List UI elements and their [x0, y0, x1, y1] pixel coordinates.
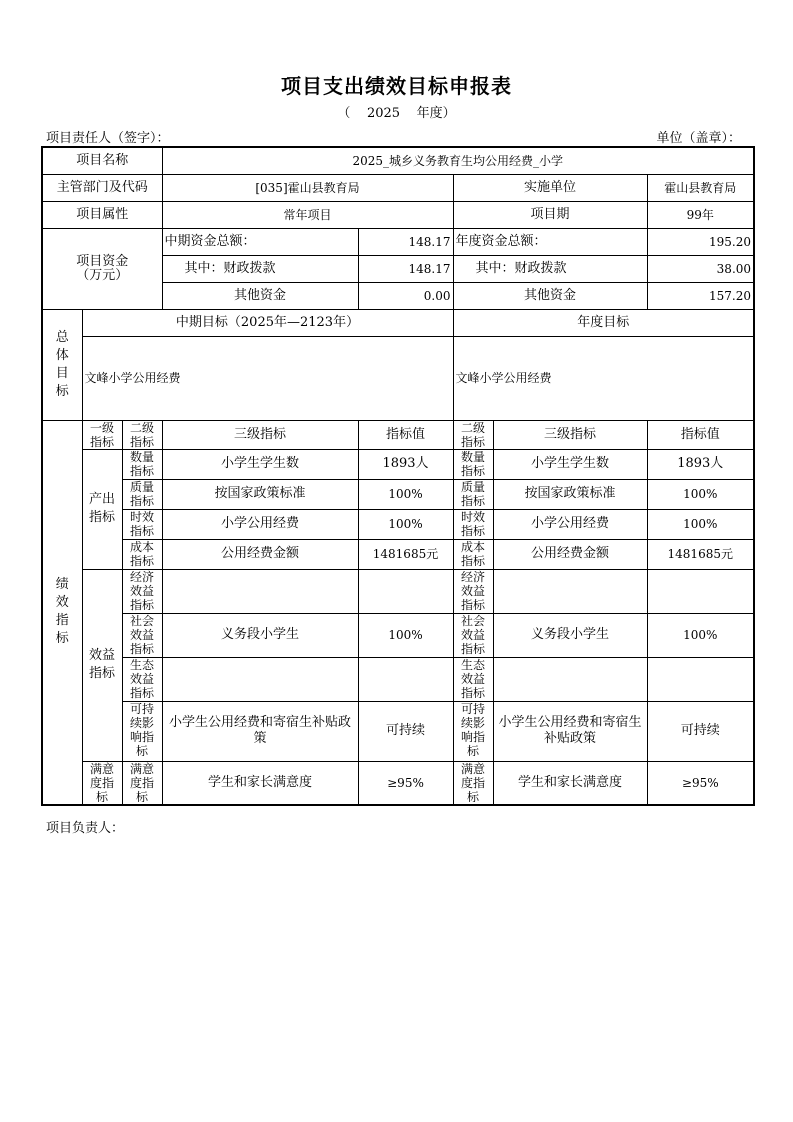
attr-label: 项目属性 [42, 201, 162, 228]
mid-fiscal-label: 其中：财政拨款 [162, 255, 358, 282]
year-total-label: 年度资金总额： [453, 228, 647, 255]
year-open-paren: （ [337, 106, 351, 121]
period-value: 99年 [647, 201, 754, 228]
year-other-label: 其他资金 [453, 282, 647, 309]
mid-fiscal-value: 148.17 [358, 255, 453, 282]
row-cost-year-name: 公用经费金额 [493, 539, 647, 569]
row-sustainable-year-name: 小学生公用经费和寄宿生补贴政策 [493, 701, 647, 761]
row-satisfaction-mid-name: 学生和家长满意度 [162, 761, 358, 805]
form-title: 项目支出绩效目标申报表 [281, 74, 512, 98]
row-quality-mid-name: 按国家政策标准 [162, 479, 358, 509]
performance-form-table [41, 146, 755, 806]
row-ecological-level2: 生态效益指标 [122, 657, 162, 701]
row-social-year-value: 100% [647, 613, 754, 657]
row-economic-level2: 经济效益指标 [122, 569, 162, 613]
year-goal-label: 年度目标 [453, 309, 754, 336]
row-quantity-mid-value: 1893人 [358, 449, 453, 479]
row-economic-mid-value [358, 569, 453, 613]
row-quantity-year-name: 小学生学生数 [493, 449, 647, 479]
row-satisfaction-year-name: 学生和家长满意度 [493, 761, 647, 805]
mid-goal-text: 文峰小学公用经费 [82, 336, 453, 420]
row-economic-mid-name [162, 569, 358, 613]
year-fiscal-value: 38.00 [647, 255, 754, 282]
header-level3-mid: 三级指标 [162, 420, 358, 449]
row-quality-year-name: 按国家政策标准 [493, 479, 647, 509]
funds-label-line2: （万元） [76, 267, 129, 283]
row-cost-mid-value: 1481685元 [358, 539, 453, 569]
row-cost-level2: 成本指标 [122, 539, 162, 569]
year-suffix: 年度） [416, 106, 456, 121]
row-social-level2-year: 社会效益指标 [453, 613, 493, 657]
year-goal-text: 文峰小学公用经费 [453, 336, 754, 420]
attr-value: 常年项目 [162, 201, 453, 228]
row-quality-mid-value: 100% [358, 479, 453, 509]
row-sustainable-level2-year: 可持续影响指标 [453, 701, 493, 761]
mid-total-label: 中期资金总额： [162, 228, 358, 255]
year-fiscal-label: 其中：财政拨款 [453, 255, 647, 282]
footer-responsible-label: 项目负责人： [46, 821, 125, 836]
row-quality-level2-year: 质量指标 [453, 479, 493, 509]
row-economic-level2-year: 经济效益指标 [453, 569, 493, 613]
row-sustainable-year-value: 可持续 [647, 701, 754, 761]
header-value-year: 指标值 [647, 420, 754, 449]
year-line [0, 102, 793, 121]
row-cost-level2-year: 成本指标 [453, 539, 493, 569]
row-social-mid-name: 义务段小学生 [162, 613, 358, 657]
satisfaction-indicator-label: 满意度指标 [82, 761, 122, 805]
row-timeliness-level2: 时效指标 [122, 509, 162, 539]
row-timeliness-year-name: 小学公用经费 [493, 509, 647, 539]
row-ecological-year-value [647, 657, 754, 701]
project-name-label: 项目名称 [42, 147, 162, 174]
header-level1-mid: 一级指标 [82, 420, 122, 449]
row-quantity-level2: 数量指标 [122, 449, 162, 479]
row-cost-year-value: 1481685元 [647, 539, 754, 569]
row-social-year-name: 义务段小学生 [493, 613, 647, 657]
row-sustainable-mid-value: 可持续 [358, 701, 453, 761]
row-sustainable-level2: 可持续影响指标 [122, 701, 162, 761]
row-quantity-mid-name: 小学生学生数 [162, 449, 358, 479]
row-ecological-year-name [493, 657, 647, 701]
row-timeliness-mid-value: 100% [358, 509, 453, 539]
funds-label-line1: 项目资金 [76, 253, 129, 269]
mid-goal-label: 中期目标（2025年—2123年） [82, 309, 453, 336]
overall-goal-label: 总体目标 [42, 309, 82, 420]
mid-total-value: 148.17 [358, 228, 453, 255]
year-total-value: 195.20 [647, 228, 754, 255]
dept-value: [035]霍山县教育局 [162, 174, 453, 201]
row-quality-level2: 质量指标 [122, 479, 162, 509]
row-satisfaction-level2: 满意度指标 [122, 761, 162, 805]
row-quality-year-value: 100% [647, 479, 754, 509]
row-economic-year-value [647, 569, 754, 613]
dept-label: 主管部门及代码 [42, 174, 162, 201]
header-value-mid: 指标值 [358, 420, 453, 449]
header-level2-mid: 二级指标 [122, 420, 162, 449]
row-social-level2: 社会效益指标 [122, 613, 162, 657]
header-level2-year: 二级指标 [453, 420, 493, 449]
unit-label: 单位（盖章）： [656, 131, 741, 146]
indicators-label: 绩效指标 [42, 420, 82, 805]
row-sustainable-mid-name: 小学生公用经费和寄宿生补贴政策 [162, 701, 358, 761]
row-timeliness-year-value: 100% [647, 509, 754, 539]
impl-value: 霍山县教育局 [647, 174, 754, 201]
row-ecological-mid-value [358, 657, 453, 701]
row-satisfaction-level2-year: 满意度指标 [453, 761, 493, 805]
row-ecological-level2-year: 生态效益指标 [453, 657, 493, 701]
mid-other-value: 0.00 [358, 282, 453, 309]
year-other-value: 157.20 [647, 282, 754, 309]
row-timeliness-mid-name: 小学公用经费 [162, 509, 358, 539]
project-name-value: 2025_城乡义务教育生均公用经费_小学 [162, 147, 754, 174]
funds-label [42, 228, 162, 309]
row-satisfaction-mid-value: ≥95% [358, 761, 453, 805]
benefit-indicator-label: 效益指标 [82, 569, 122, 761]
impl-label: 实施单位 [453, 174, 647, 201]
row-quantity-level2-year: 数量指标 [453, 449, 493, 479]
signer-label: 项目责任人（签字）： [46, 131, 170, 146]
output-indicator-label: 产出指标 [82, 449, 122, 569]
row-satisfaction-year-value: ≥95% [647, 761, 754, 805]
period-label: 项目期 [453, 201, 647, 228]
year-value: 2025 [366, 106, 401, 121]
row-quantity-year-value: 1893人 [647, 449, 754, 479]
row-social-mid-value: 100% [358, 613, 453, 657]
row-timeliness-level2-year: 时效指标 [453, 509, 493, 539]
row-cost-mid-name: 公用经费金额 [162, 539, 358, 569]
row-ecological-mid-name [162, 657, 358, 701]
mid-other-label: 其他资金 [162, 282, 358, 309]
header-level3-year: 三级指标 [493, 420, 647, 449]
row-economic-year-name [493, 569, 647, 613]
